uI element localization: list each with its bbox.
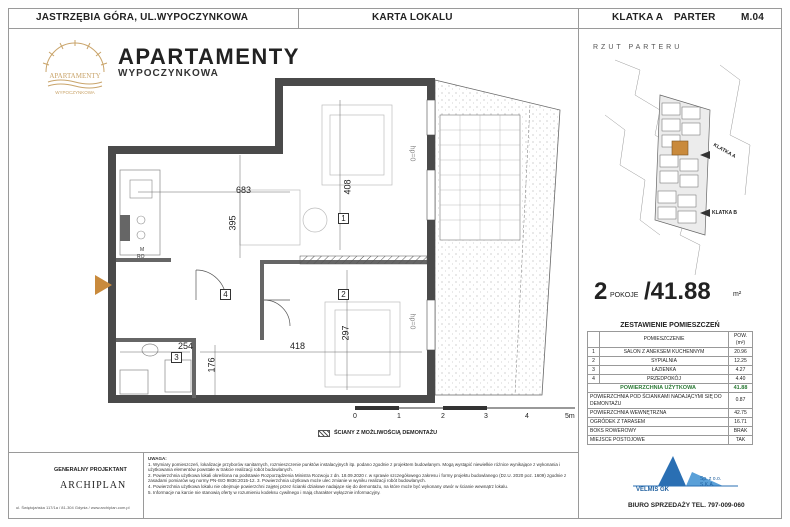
extra-value: 16.71 bbox=[729, 418, 753, 427]
usable-area-label: POWIERZCHNIA UŻYTKOWA bbox=[588, 384, 729, 393]
demolition-legend-swatch bbox=[318, 430, 330, 437]
header-separator bbox=[298, 8, 299, 28]
room-area: 12.25 bbox=[729, 357, 753, 366]
dimension-label-width-bath: 254 bbox=[178, 341, 194, 351]
extra-name: BOKS ROWEROWY bbox=[588, 427, 729, 436]
site-label-klatka-a: KLATKA A bbox=[712, 142, 737, 160]
notes-title: UWAGA: bbox=[148, 456, 167, 461]
floor-label: PARTER bbox=[674, 12, 716, 23]
logo-wordmark: APARTAMENTY bbox=[49, 72, 101, 80]
brand-subtitle: WYPOCZYNKOWA bbox=[118, 68, 219, 79]
scale-label-1: 1 bbox=[397, 413, 401, 420]
site-plan-title: RZUT PARTERU bbox=[593, 44, 683, 51]
threshold-label-1: hp=0 bbox=[408, 145, 416, 162]
scale-label-3: 3 bbox=[484, 413, 488, 420]
site-label-klatka-b: KLATKA B bbox=[712, 210, 737, 216]
footer-divider bbox=[8, 452, 578, 453]
total-area: /41.88 bbox=[644, 278, 711, 305]
site-plan-map bbox=[600, 55, 760, 280]
demolition-legend-text: ŚCIANY Z MOŻLIWOŚCIĄ DEMONTAŻU bbox=[334, 430, 438, 436]
room-no: 3 bbox=[588, 366, 600, 375]
dimension-label-height-bath: 176 bbox=[206, 357, 217, 373]
room-area: 4.40 bbox=[729, 375, 753, 384]
extra-name: MIEJSCE POSTOJOWE bbox=[588, 436, 729, 445]
card-title: KARTA LOKALU bbox=[372, 12, 453, 23]
room-name: PRZEDPOKÓJ bbox=[600, 375, 729, 384]
note-1: 1. Wymiary pomieszczeń, lokalizacje przyborów sanitarnych, rozmieszczenie punktów instalacyjnych itp. podano zgodnie z projektem budowlanym. Mogą wystąpić niewielkie różnice wynikające z wykonania i użytkowania elementów powstałe w trakcie realizacji robót budowlanych. bbox=[148, 461, 561, 473]
note-3: 4. Powierzchnia użytkowa lokalu nie obejmuje powierzchni zajętej przez ścianki działowe nadające się do demontażu, na które może być wykonany otwór w ścianie wewnątrz lokalu. bbox=[148, 483, 509, 489]
appliance-label-ro: RO bbox=[137, 254, 145, 260]
room-area: 20.96 bbox=[729, 348, 753, 357]
scale-label-0: 0 bbox=[353, 413, 357, 420]
table-row bbox=[588, 366, 753, 375]
designer-contact: ul. Świętojańska 117/1a / 81-304 Gdynia / www.archiplan.com.pl bbox=[16, 505, 130, 510]
room-name: SYPIALNIA bbox=[600, 357, 729, 366]
room-number-2: 2 bbox=[338, 289, 349, 300]
rooms-word: POKOJE bbox=[610, 292, 639, 299]
table-row bbox=[588, 348, 753, 357]
extra-name: POWIERZCHNIA WEWNĘTRZNA bbox=[588, 409, 729, 418]
usable-area-row bbox=[588, 384, 753, 393]
extra-name: POWIERZCHNIA POD ŚCIANKAMI NADAJĄCYMI SIĘ DO DEMONTAŻU bbox=[588, 393, 729, 409]
room-table-header-name: POMIESZCZENIE bbox=[600, 332, 729, 348]
table-row bbox=[588, 393, 753, 409]
designer-logo: ARCHIPLAN bbox=[60, 480, 127, 491]
room-table-header-area: POW. (m²) bbox=[729, 332, 753, 348]
room-table-title: ZESTAWIENIE POMIESZCZEŃ bbox=[620, 322, 720, 329]
dimension-label-height-kitchen: 395 bbox=[227, 215, 238, 231]
room-area: 4.27 bbox=[729, 366, 753, 375]
total-area-unit: m² bbox=[733, 291, 742, 298]
table-row bbox=[588, 375, 753, 384]
stairwell-label: KLATKA A bbox=[612, 12, 664, 23]
rooms-count: 2 bbox=[594, 278, 608, 305]
scale-label-4: 4 bbox=[525, 413, 529, 420]
developer-suffix: Sp. z o.o. S.K.A. bbox=[700, 476, 722, 488]
extra-value: 0.87 bbox=[729, 393, 753, 409]
general-designer-label: GENERALNY PROJEKTANT bbox=[54, 467, 127, 473]
table-row bbox=[588, 427, 753, 436]
room-no: 2 bbox=[588, 357, 600, 366]
brand-title: APARTAMENTY bbox=[118, 44, 300, 69]
room-name: ŁAZIENKA bbox=[600, 366, 729, 375]
notes-block bbox=[148, 456, 572, 495]
extra-value: BRAK bbox=[729, 427, 753, 436]
note-4: 5. Informacje na karcie nie stanowią oferty w rozumieniu kodeksu cywilnego i mają charakter wyłącznie informacyjny. bbox=[148, 489, 381, 495]
note-2: 2. Powierzchnia użytkowa lokali określona na podstawie Rozporządzenia Ministra Rozwoju z dn. 18.09.2020 r. w sprawie szczegółowego zakresu i formy projektu budowlanego (Dz.U. 2020 poz. 1609) zgodnie z zasadami pomiarów wg normy PN-ISO 9836:2015-12. 3. Powierzchnia użytkowa może ulec zmianie w wyniku realizacji robót budowlanych. bbox=[148, 472, 567, 484]
dimension-label-height-bedroom: 297 bbox=[340, 325, 351, 341]
developer-name: VELMIS GK bbox=[636, 487, 670, 493]
table-row bbox=[588, 418, 753, 427]
usable-area-value: 41.88 bbox=[729, 384, 753, 393]
scale-label-5m: 5m bbox=[565, 413, 575, 420]
table-row bbox=[588, 357, 753, 366]
room-no: 1 bbox=[588, 348, 600, 357]
room-name: SALON Z ANEKSEM KUCHENNYM bbox=[600, 348, 729, 357]
footer-separator bbox=[143, 452, 144, 519]
room-number-4: 4 bbox=[220, 289, 231, 300]
extra-value: TAK bbox=[729, 436, 753, 445]
dimension-label-height-living: 408 bbox=[342, 179, 353, 195]
floor-plan bbox=[90, 70, 580, 430]
appliance-label-m: M bbox=[140, 247, 145, 253]
sales-office: BIURO SPRZEDAŻY TEL. 797-009-060 bbox=[628, 502, 745, 509]
room-table-header bbox=[588, 332, 753, 348]
scale-label-2: 2 bbox=[441, 413, 445, 420]
room-no: 4 bbox=[588, 375, 600, 384]
room-table bbox=[587, 331, 753, 445]
room-number-3: 3 bbox=[171, 352, 182, 363]
logo-subtext: WYPOCZYNKOWA bbox=[55, 90, 95, 95]
dimension-label-width-bedroom: 418 bbox=[290, 341, 306, 351]
room-number-1: 1 bbox=[338, 213, 349, 224]
dimension-label-width-living: 683 bbox=[236, 185, 252, 195]
table-row bbox=[588, 436, 753, 445]
unit-label: M.04 bbox=[741, 12, 765, 23]
threshold-label-2: hp=0 bbox=[408, 313, 416, 330]
table-row bbox=[588, 409, 753, 418]
extra-value: 42.75 bbox=[729, 409, 753, 418]
header-divider bbox=[8, 28, 782, 29]
location-title: JASTRZĘBIA GÓRA, UL.WYPOCZYNKOWA bbox=[36, 12, 249, 23]
extra-name: OGRÓDEK Z TARASEM bbox=[588, 418, 729, 427]
